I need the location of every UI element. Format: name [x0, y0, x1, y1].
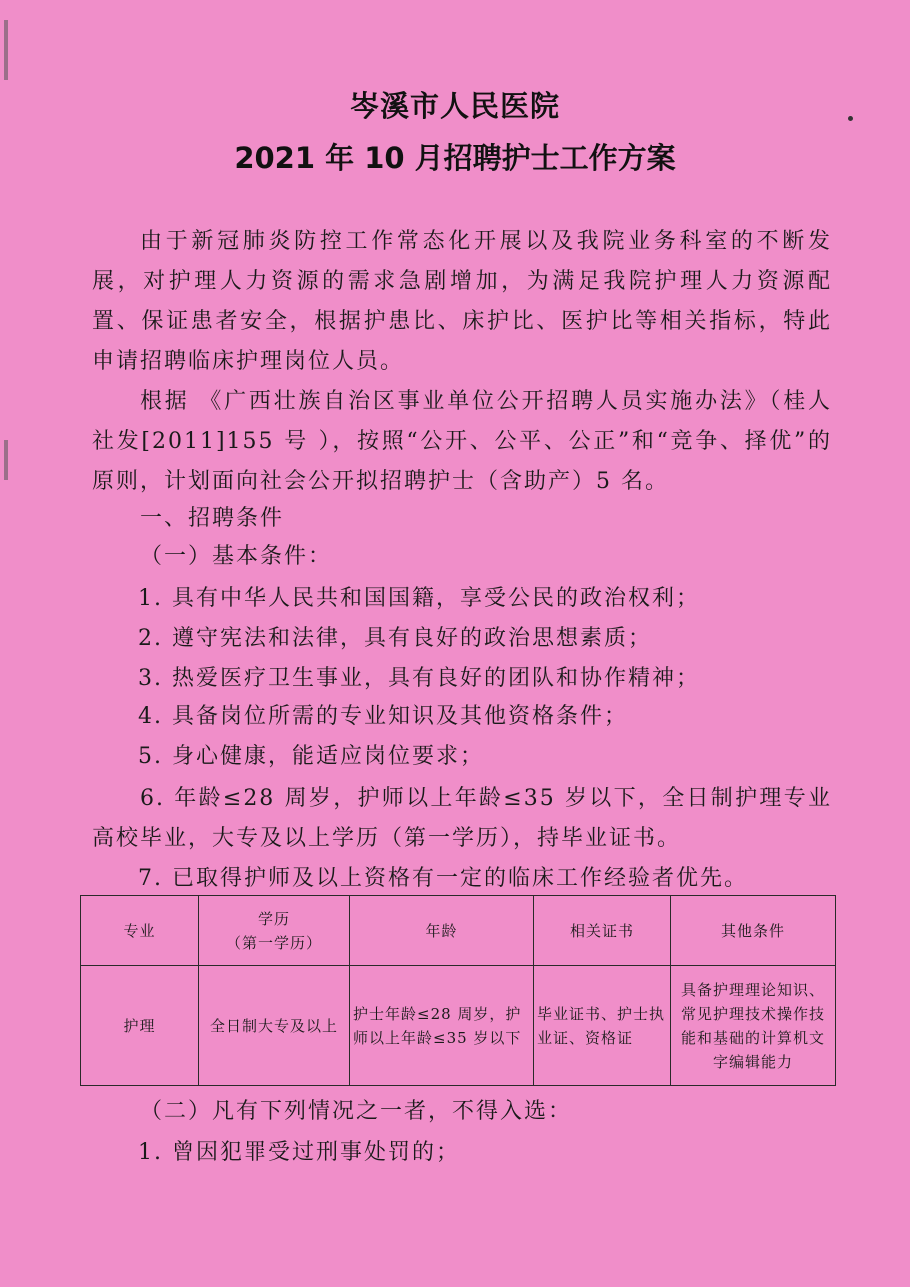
header-age: 年龄: [350, 896, 534, 966]
intro-paragraph: 由于新冠肺炎防控工作常态化开展以及我院业务科室的不断发展，对护理人力资源的需求急剧增加，为满足我院护理人力资源配置、保证患者安全，根据护患比、床护比、医护比等相关指标，特此申请招聘临床护理岗位人员。: [92, 229, 832, 374]
condition-item: 6. 年龄≤28 周岁，护师以上年龄≤35 岁以下，全日制护理专业高校毕业，大专及以上学历（第一学历），持毕业证书。: [92, 786, 832, 851]
section-heading-recruitment-conditions: 一、招聘条件: [140, 506, 285, 531]
condition-item: 3. 热爱医疗卫生事业，具有良好的团队和协作精神；: [138, 666, 700, 691]
header-education-line2: （第一学历）: [226, 933, 323, 952]
document-title-plan: 2021 年 10 月招聘护士工作方案: [234, 141, 676, 175]
requirements-table: [80, 895, 836, 1086]
cell-major: 护理: [81, 966, 199, 1086]
scan-edge-mark: [4, 440, 8, 480]
cell-education: 全日制大专及以上: [199, 966, 350, 1086]
cell-other-conditions: 具备护理理论知识、常见护理技术操作技能和基础的计算机文字编辑能力: [670, 966, 835, 1086]
document-title-hospital: 岑溪市人民医院: [349, 89, 560, 123]
condition-item: 5. 身心健康，能适应岗位要求；: [138, 744, 484, 769]
subsection-heading-basic-conditions: （一）基本条件：: [140, 544, 333, 569]
header-education-line1: 学历: [258, 909, 291, 928]
condition-item: 2. 遵守宪法和法律，具有良好的政治思想素质；: [138, 626, 652, 651]
exclusion-item: 1. 曾因犯罪受过刑事处罚的；: [138, 1140, 460, 1165]
header-certificates: 相关证书: [534, 896, 671, 966]
scan-edge-mark: [4, 20, 8, 80]
cell-age: 护士年龄≤28 周岁，护师以上年龄≤35 岁以下: [350, 966, 534, 1086]
table-header-row: [81, 896, 836, 966]
subsection-heading-exclusions: （二）凡有下列情况之一者，不得入选：: [140, 1099, 573, 1124]
header-other-conditions: 其他条件: [670, 896, 835, 966]
basis-paragraph: 根据 《广西壮族自治区事业单位公开招聘人员实施办法》（桂人社发[2011]155 号 ），按照“公开、公平、公正”和“竞争、择优”的原则，计划面向社会公开拟招聘护士（含助产）5 名。: [92, 389, 832, 494]
header-education: [199, 896, 350, 966]
condition-item: 1. 具有中华人民共和国国籍，享受公民的政治权利；: [138, 586, 700, 611]
header-major: 专业: [81, 896, 199, 966]
condition-item: 4. 具备岗位所需的专业知识及其他资格条件；: [138, 704, 628, 729]
table-row: [81, 966, 836, 1086]
cell-certificates: 毕业证书、护士执业证、资格证: [534, 966, 671, 1086]
condition-item: 7. 已取得护师及以上资格有一定的临床工作经验者优先。: [138, 866, 748, 891]
